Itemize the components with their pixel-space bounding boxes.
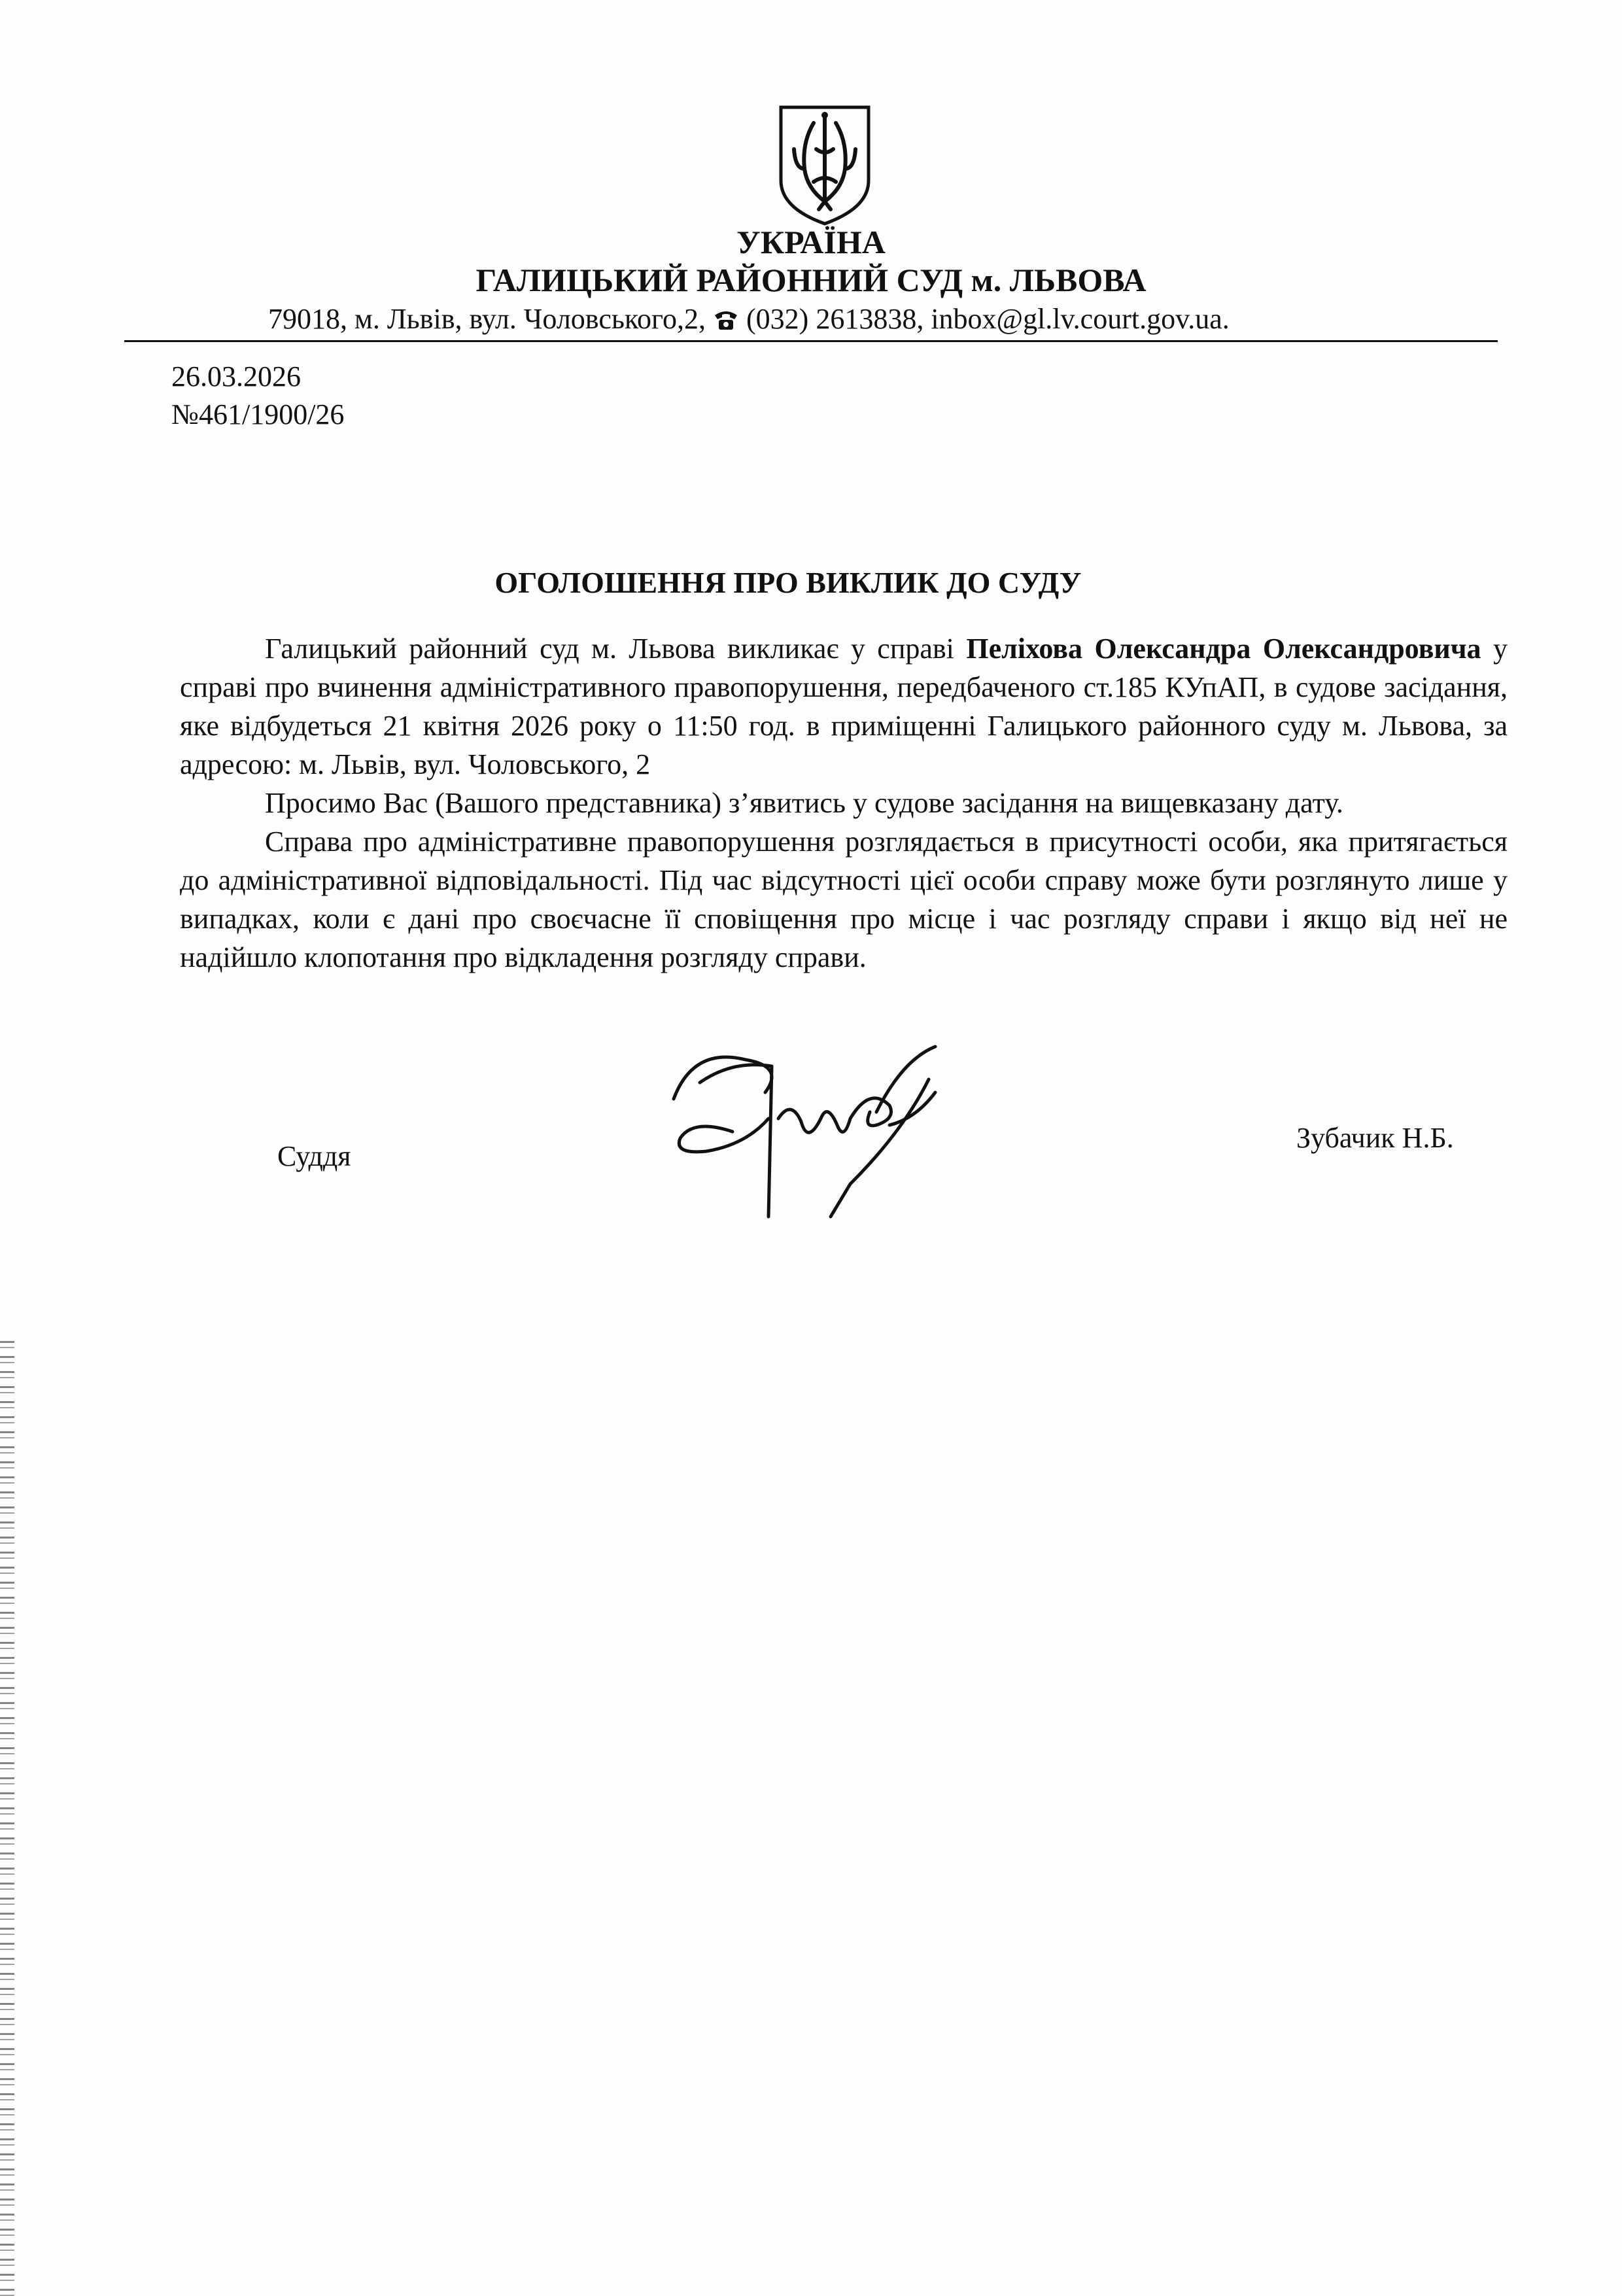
scan-edge-artifact bbox=[0, 1341, 14, 2296]
judge-name: Зубачик Н.Б. bbox=[1296, 1122, 1454, 1154]
country-heading: УКРАЇНА bbox=[736, 224, 886, 260]
court-contacts bbox=[268, 301, 1230, 338]
header-divider bbox=[124, 340, 1498, 342]
outgoing-number: №461/1900/26 bbox=[171, 398, 345, 430]
paragraph-summons bbox=[180, 629, 1508, 784]
document-body bbox=[180, 629, 1508, 977]
telephone-icon bbox=[713, 309, 739, 331]
court-address: 79018, м. Львів, вул. Чоловського,2, bbox=[268, 303, 706, 335]
paragraph-request: Просимо Вас (Вашого представника) з’явитись у судове засідання на вищевказану дату. bbox=[265, 787, 1343, 819]
summons-text-end: у справі про вчинення адміністративного правопорушення, передбаченого ст.185 КУпАП, в судове засідання, яке відбудеться 21 квітня 2026 року о 11:50 год. в приміщенні Галицького районного суду м. Львова, за адресою: м. Львів, вул. Чоловського, 2 bbox=[180, 633, 1508, 780]
court-email: inbox@gl.lv.court.gov.ua. bbox=[931, 303, 1230, 335]
defendant-name: Пеліхова Олександра Олександровича bbox=[966, 633, 1481, 665]
coat-of-arms-icon bbox=[776, 103, 874, 228]
judge-label: Суддя bbox=[277, 1140, 351, 1172]
court-phone: (032) 2613838, bbox=[746, 303, 924, 335]
paragraph-notice: Справа про адміністративне правопорушення розглядається в присутності особи, яка притягається до адміністративної відповідальності. Під час відсутності цієї особи справу може бути розглянуто лише у випадках, коли є дані про своєчасне її сповіщення про місце і час розгляду справи і якщо від неї не надійшло клопотання про відкладення розгляду справи. bbox=[180, 826, 1508, 973]
court-name: ГАЛИЦЬКИЙ РАЙОННИЙ СУД м. ЛЬВОВА bbox=[475, 262, 1147, 298]
outgoing-date: 26.03.2026 bbox=[171, 360, 301, 392]
handwritten-signature bbox=[654, 1020, 994, 1230]
document-title: ОГОЛОШЕННЯ ПРО ВИКЛИК ДО СУДУ bbox=[494, 566, 1082, 599]
summons-text-start: Галицький районний суд м. Львова викликає у справі bbox=[265, 633, 967, 665]
